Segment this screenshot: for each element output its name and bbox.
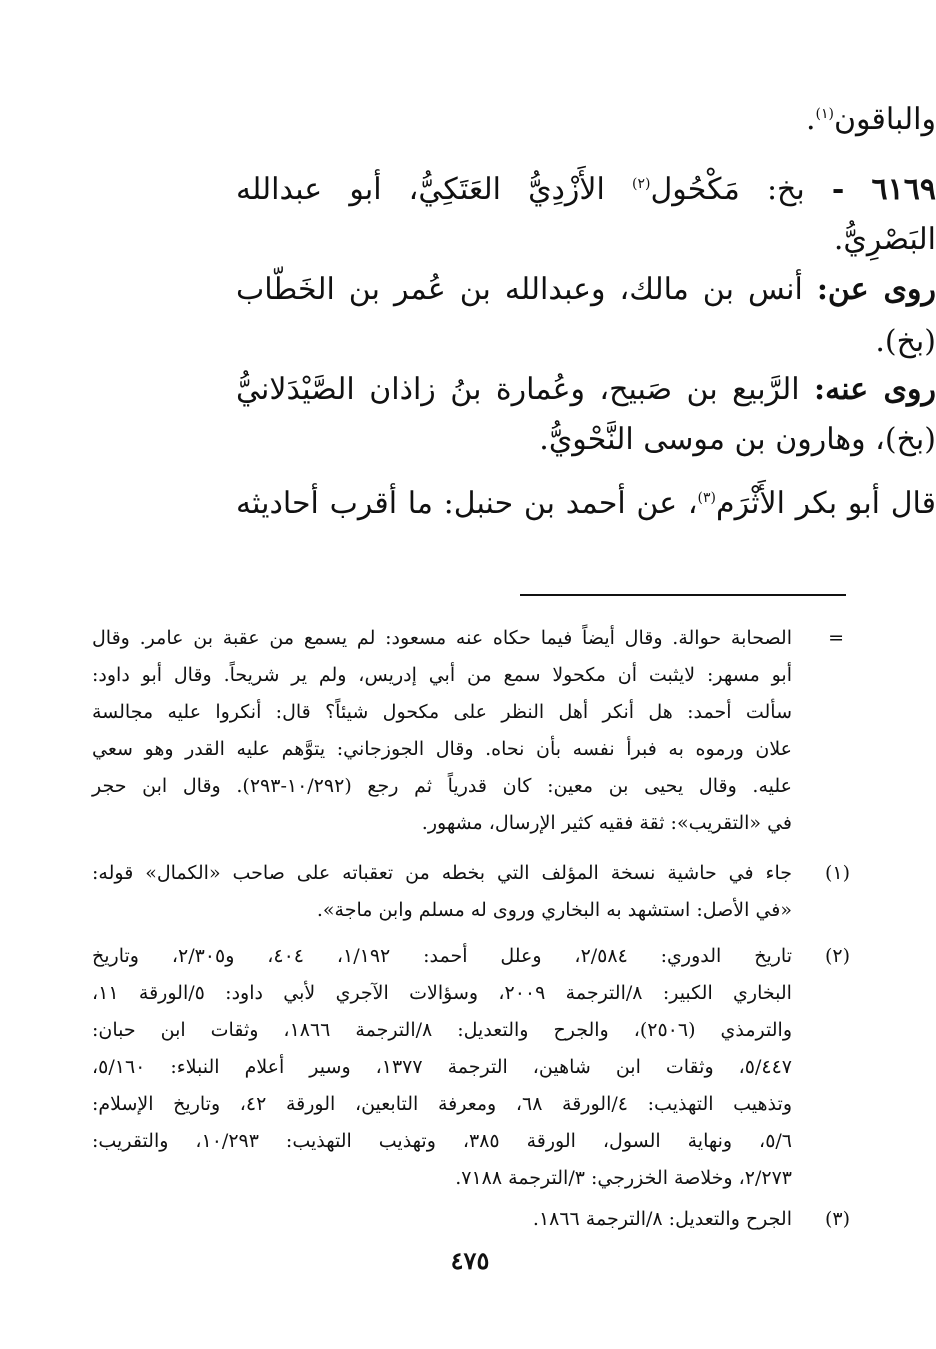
footnote-1-line: جاء في حاشية نسخة المؤلف التي بخطه من تعقباته على صاحب «الكمال» قوله: <box>92 862 792 884</box>
main-text: . <box>805 102 816 137</box>
entry-rest: الأَزْدِيُّ العَتَكِيُّ، أبو عبدالله <box>236 172 605 207</box>
footnote-line: عليه. وقال يحيى بن معين: كان قدرياً ثم رجع (١٠/٢٩٢-٢٩٣). وقال ابن حجر <box>92 775 792 797</box>
footnote-ref-3: (٣) <box>697 490 717 506</box>
continuation-marker: = <box>828 627 844 649</box>
main-line-3: البَصْرِيُّ. <box>833 222 936 257</box>
footnote-2-line: ٥/٤٤٧، وثقات ابن شاهين، الترجمة ١٣٧٧، وسير أعلام النبلاء: ٥/١٦٠، <box>92 1056 792 1078</box>
footnote-3-number: (٣) <box>824 1208 850 1230</box>
footnote-2-line: تاريخ الدوري: ٢/٥٨٤، وعلل أحمد: ١/١٩٢، ٤٠٤، و٢/٣٠٥، وتاريخ <box>92 945 792 967</box>
riwaya-anhu-text: الرَّبيع بن صَبيح، وعُمارة بنُ زاذان الصَّيْدَلانيُّ <box>236 372 800 407</box>
footnote-line: الصحابة حوالة. وقال أيضاً فيما حكاه عنه مسعود: لم يسمع من عقبة بن عامر. وقال <box>92 627 792 649</box>
main-line-8 <box>236 482 936 526</box>
footnote-separator <box>520 594 846 596</box>
riwaya-anhu-label: روى عنه: <box>814 372 936 407</box>
riwaya-an-label: روى عن: <box>816 272 936 307</box>
entry-name: مَكْحُول <box>650 172 740 207</box>
main-line-2 <box>236 168 936 212</box>
footnote-2-line: ٢/٢٧٣، وخلاصة الخزرجي: ٣/الترجمة ٧١٨٨. <box>455 1167 792 1189</box>
entry-dash: - <box>831 172 845 207</box>
entry-head: بخ: <box>766 172 805 207</box>
main-text: ، عن أحمد بن حنبل: ما أقرب أحاديثه <box>236 486 698 521</box>
footnote-line: علان ورموه به فبرأ نفسه بأن نحاه. وقال الجوزجاني: يتوَّهم عليه القدر وهو سعي <box>92 738 792 760</box>
main-line-5: (بخ). <box>875 324 936 359</box>
footnote-1-number: (١) <box>824 862 850 884</box>
footnote-ref-2: (٢) <box>632 176 651 192</box>
footnote-3-line: الجرح والتعديل: ٨/الترجمة ١٨٦٦. <box>532 1208 792 1230</box>
footnote-ref-1: (١) <box>815 106 834 122</box>
footnote-2-line: والترمذي (٢٥٠٦)، والجرح والتعديل: ٨/الترجمة ١٨٦٦، وثقات ابن حبان: <box>92 1019 792 1041</box>
footnote-2-line: وتذهيب التهذيب: ٤/الورقة ٦٨، ومعرفة التابعين، الورقة ٤٢، وتاريخ الإسلام: <box>92 1093 792 1115</box>
main-line-7: (بخ)، وهارون بن موسى النَّحْويُّ. <box>539 422 936 457</box>
page-number: ٤٧٥ <box>450 1246 490 1275</box>
footnote-2-line: ٥/٦، ونهاية السول، الورقة ٣٨٥، وتهذيب التهذيب: ١٠/٢٩٣، والتقريب: <box>92 1130 792 1152</box>
footnote-2-number: (٢) <box>824 945 850 967</box>
main-line-1 <box>236 98 936 142</box>
main-line-6 <box>236 368 936 412</box>
footnote-line: سألت أحمد: هل أنكر أهل النظر على مكحول شيئاً؟ قال: أنكروا عليه مجالسة <box>92 701 792 723</box>
riwaya-an-text: أنس بن مالك، وعبدالله بن عُمر بن الخَطّاب <box>236 272 803 307</box>
footnote-line: أبو مسهر: لايثبت أن مكحولا سمع من أبي إدريس، ولم ير شريحاً. وقال أبو داود: <box>92 664 792 686</box>
footnote-2-line: البخاري الكبير: ٨/الترجمة ٢٠٠٩، وسؤالات الآجري لأبي داود: ٥/الورقة ١١، <box>92 982 792 1004</box>
main-text: والباقون <box>833 102 936 137</box>
main-text: قال أبو بكر الأَثْرَم <box>716 486 936 521</box>
footnote-line: في «التقريب»: ثقة فقيه كثير الإرسال، مشهور. <box>421 812 792 834</box>
footnote-1-line: «في الأصل: استشهد به البخاري وروى له مسلم وابن ماجة». <box>316 899 792 921</box>
entry-number: ٦١٦٩ <box>871 172 936 207</box>
main-line-4 <box>236 268 936 312</box>
